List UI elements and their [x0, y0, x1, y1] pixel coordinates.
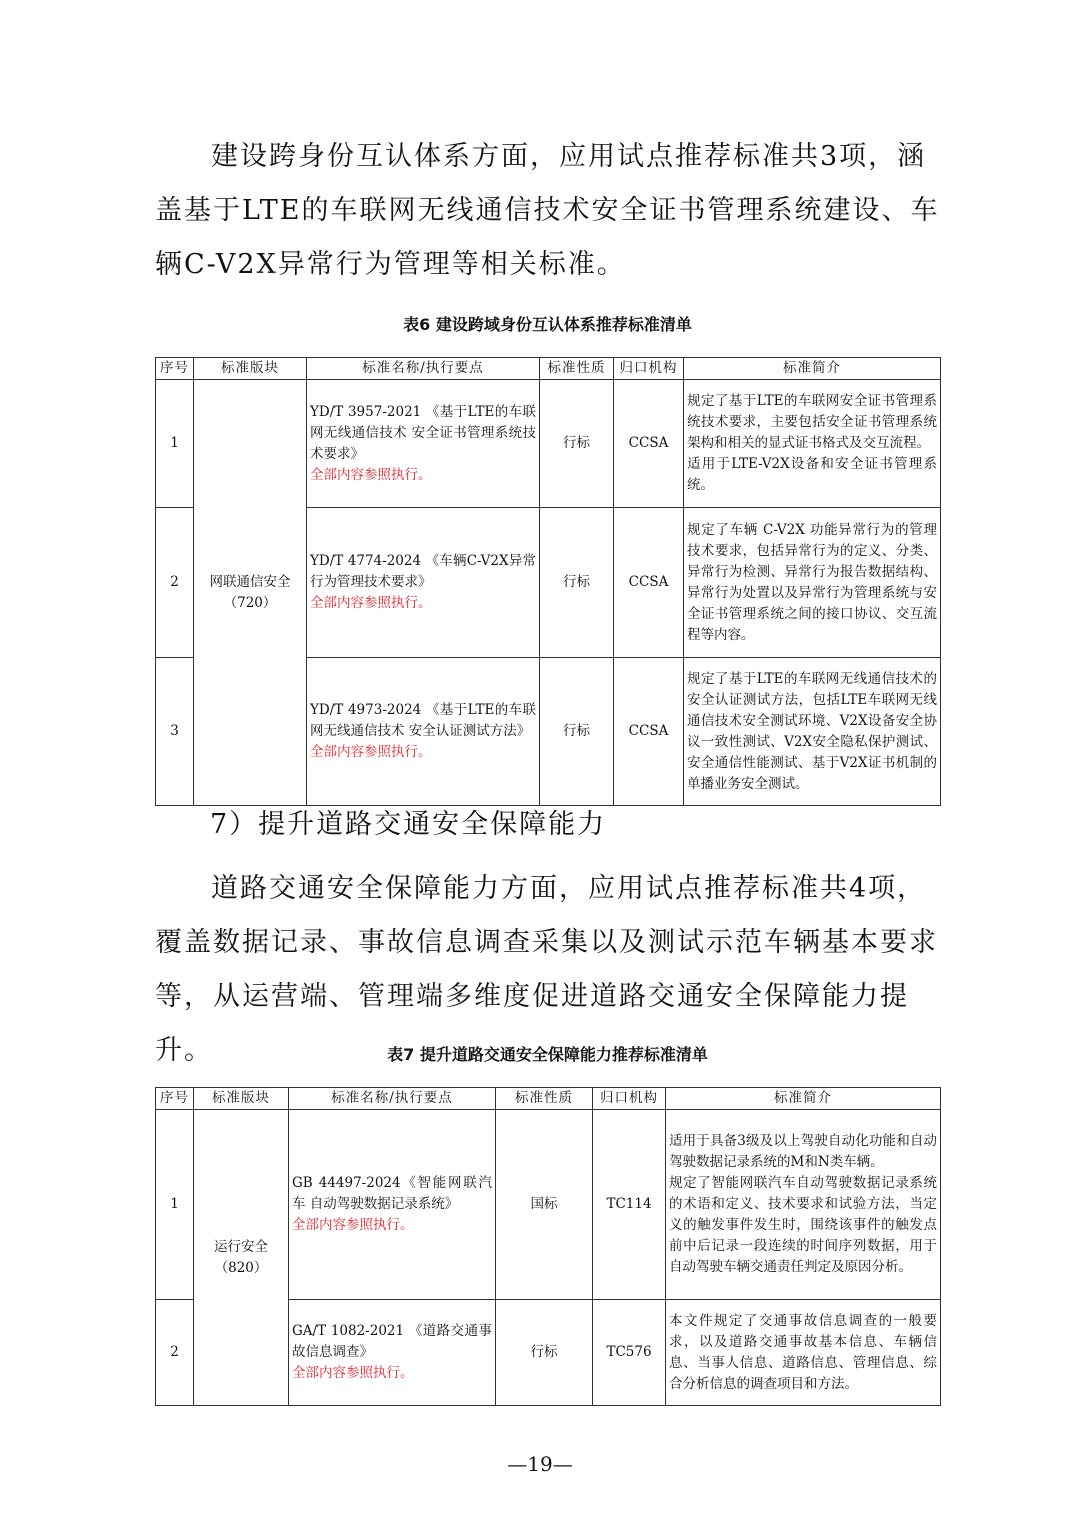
standard-name: YD/T 3957-2021 《基于LTE的车联网无线通信技术 安全证书管理系统技术要求》 — [310, 403, 536, 462]
standard-org: CCSA — [614, 658, 684, 806]
header-summary: 标准简介 — [666, 1088, 941, 1110]
standard-summary: 规定了基于LTE的车联网安全证书管理系统技术要求，主要包括安全证书管理系统架构和相关的显式证书格式及交互流程。 适用于LTE-V2X设备和安全证书管理系统。 — [684, 380, 941, 508]
standard-summary: 规定了车辆 C-V2X 功能异常行为的管理技术要求，包括异常行为的定义、分类、异常行为检测、异常行为报告数据结构、异常行为处置以及异常行为管理系统与安全证书管理系统之间的接口协议、交互流程等内容。 — [684, 508, 941, 658]
page-number: —19— — [507, 1452, 573, 1476]
standard-org: CCSA — [614, 508, 684, 658]
standard-type: 行标 — [540, 380, 614, 508]
standard-org: TC576 — [593, 1300, 666, 1406]
intro-paragraph-road-safety: 道路交通安全保障能力方面，应用试点推荐标准共4项，覆盖数据记录、事故信息调查采集以及测试示范车辆基本要求等，从运营端、管理端多维度促进道路交通安全保障能力提升。 — [155, 873, 938, 1066]
header-no: 序号 — [156, 358, 194, 380]
execution-note: 全部内容参照执行。 — [310, 595, 432, 611]
header-block: 标准版块 — [194, 358, 307, 380]
header-org: 归口机构 — [593, 1088, 666, 1110]
header-name: 标准名称/执行要点 — [289, 1088, 496, 1110]
table6-header-row — [156, 358, 941, 380]
standard-org: CCSA — [614, 380, 684, 508]
row-no: 1 — [156, 1110, 194, 1300]
execution-note: 全部内容参照执行。 — [292, 1217, 414, 1233]
intro-paragraph-identity: 建设跨身份互认体系方面，应用试点推荐标准共3项，涵盖基于LTE的车联网无线通信技术安全证书管理系统建设、车辆C-V2X异常行为管理等相关标准。 — [155, 141, 940, 280]
standard-name-cell — [289, 1300, 496, 1406]
table7 — [155, 1087, 941, 1406]
row-no: 3 — [156, 658, 194, 806]
standard-summary: 规定了基于LTE的车联网无线通信技术的安全认证测试方法，包括LTE车联网无线通信技术安全测试环境、V2X设备安全协议一致性测试、V2X安全隐私保护测试、安全通信性能测试、基于V2X证书机制的单播业务安全测试。 — [684, 658, 941, 806]
table6 — [155, 357, 941, 806]
header-type: 标准性质 — [496, 1088, 593, 1110]
header-type: 标准性质 — [540, 358, 614, 380]
standard-summary: 适用于具备3级及以上驾驶自动化功能和自动驾驶数据记录系统的M和N类车辆。 规定了智能网联汽车自动驾驶数据记录系统的术语和定义、技术要求和试验方法，当定义的触发事件发生时，围绕该事件的触发点前中后记录一段连续的时间序列数据，用于自动驾驶车辆交通责任判定及原因分析。 — [666, 1110, 941, 1300]
header-no: 序号 — [156, 1088, 194, 1110]
standard-name-cell — [307, 658, 540, 806]
standard-block: 网联通信安全（720） — [194, 380, 307, 806]
header-org: 归口机构 — [614, 358, 684, 380]
standard-type: 行标 — [496, 1300, 593, 1406]
standard-name-cell — [307, 508, 540, 658]
header-block: 标准版块 — [194, 1088, 289, 1110]
standard-name: YD/T 4774-2024 《车辆C-V2X异常行为管理技术要求》 — [310, 553, 536, 590]
header-name: 标准名称/执行要点 — [307, 358, 540, 380]
standard-name: GA/T 1082-2021 《道路交通事故信息调查》 — [292, 1323, 492, 1360]
execution-note: 全部内容参照执行。 — [310, 744, 432, 760]
standard-name: GB 44497-2024《智能网联汽车 自动驾驶数据记录系统》 — [292, 1175, 492, 1212]
standard-type: 国标 — [496, 1110, 593, 1300]
row-no: 1 — [156, 380, 194, 508]
standard-type: 行标 — [540, 658, 614, 806]
table-row — [156, 1110, 941, 1300]
standard-block: 运行安全（820） — [194, 1110, 289, 1406]
table7-caption: 表7 提升道路交通安全保障能力推荐标准清单 — [387, 1045, 708, 1064]
standard-name-cell — [289, 1110, 496, 1300]
table7-header-row — [156, 1088, 941, 1110]
standard-type: 行标 — [540, 508, 614, 658]
header-summary: 标准简介 — [684, 358, 941, 380]
row-no: 2 — [156, 1300, 194, 1406]
row-no: 2 — [156, 508, 194, 658]
table6-caption: 表6 建设跨域身份互认体系推荐标准清单 — [403, 315, 692, 334]
table-row — [156, 380, 941, 508]
execution-note: 全部内容参照执行。 — [292, 1365, 414, 1381]
section-heading: 7）提升道路交通安全保障能力 — [210, 809, 607, 840]
standard-org: TC114 — [593, 1110, 666, 1300]
standard-name: YD/T 4973-2024 《基于LTE的车联网无线通信技术 安全认证测试方法》 — [310, 702, 536, 739]
execution-note: 全部内容参照执行。 — [310, 466, 432, 483]
standard-summary: 本文件规定了交通事故信息调查的一般要求，以及道路交通事故基本信息、车辆信息、当事人信息、道路信息、管理信息、综合分析信息的调查项目和方法。 — [666, 1300, 941, 1406]
standard-name-cell — [307, 380, 540, 508]
